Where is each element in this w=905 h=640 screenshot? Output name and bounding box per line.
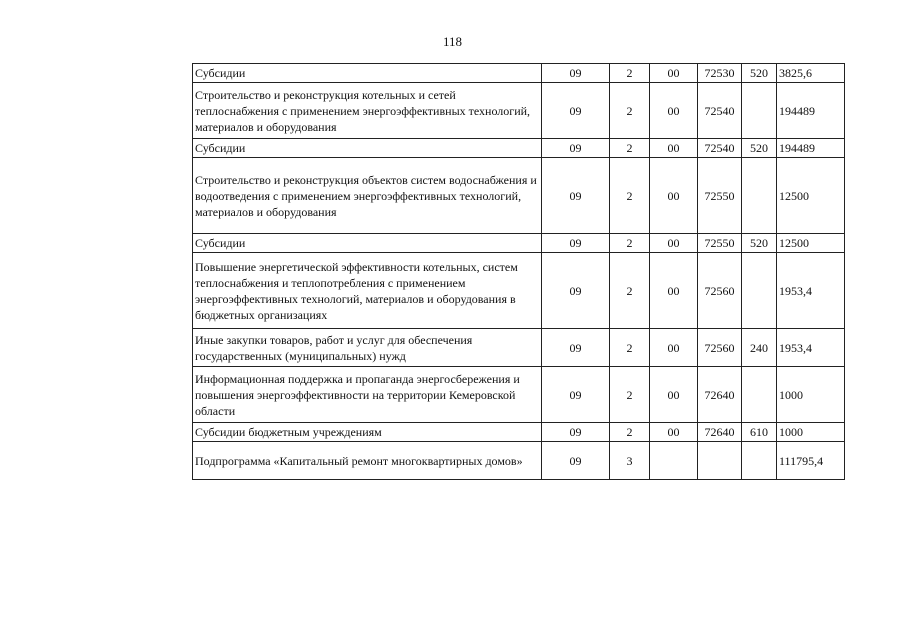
- amount-cell: 1000: [777, 423, 845, 442]
- expense-type-cell: [742, 442, 777, 480]
- expense-type-cell: [742, 367, 777, 423]
- target-code-cell: 72530: [698, 64, 742, 83]
- row-name: Субсидии бюджетным учреждениям: [193, 423, 542, 442]
- row-name: Подпрограмма «Капитальный ремонт многоквартирных домов»: [193, 442, 542, 480]
- budget-table: [192, 63, 845, 480]
- table-row: [193, 234, 845, 253]
- amount-cell: 1953,4: [777, 253, 845, 329]
- row-name: Субсидии: [193, 64, 542, 83]
- target-code-cell: 72560: [698, 329, 742, 367]
- target-code-cell: 72550: [698, 234, 742, 253]
- section-cell: 09: [542, 83, 610, 139]
- program-cell: 2: [610, 253, 650, 329]
- program-cell: 2: [610, 329, 650, 367]
- expense-type-cell: 520: [742, 234, 777, 253]
- row-name: Информационная поддержка и пропаганда энергосбережения и повышения энергоэффективности на территории Кемеровской области: [193, 367, 542, 423]
- row-name: Иные закупки товаров, работ и услуг для обеспечения государственных (муниципальных) нужд: [193, 329, 542, 367]
- target-code-cell: 72640: [698, 423, 742, 442]
- target-code-cell: [698, 442, 742, 480]
- target-code-cell: 72560: [698, 253, 742, 329]
- table-row: [193, 139, 845, 158]
- program-cell: 2: [610, 158, 650, 234]
- target-code-cell: 72540: [698, 83, 742, 139]
- subprogram-cell: 00: [650, 139, 698, 158]
- subprogram-cell: 00: [650, 234, 698, 253]
- section-cell: 09: [542, 234, 610, 253]
- subprogram-cell: 00: [650, 64, 698, 83]
- table-row: [193, 367, 845, 423]
- amount-cell: 1000: [777, 367, 845, 423]
- amount-cell: 1953,4: [777, 329, 845, 367]
- expense-type-cell: 520: [742, 64, 777, 83]
- section-cell: 09: [542, 329, 610, 367]
- section-cell: 09: [542, 139, 610, 158]
- expense-type-cell: 240: [742, 329, 777, 367]
- target-code-cell: 72540: [698, 139, 742, 158]
- amount-cell: 3825,6: [777, 64, 845, 83]
- expense-type-cell: 520: [742, 139, 777, 158]
- target-code-cell: 72550: [698, 158, 742, 234]
- row-name: Строительство и реконструкция объектов систем водоснабжения и водоотведения с применением энергоэффективных технологий, материалов и оборудования: [193, 158, 542, 234]
- expense-type-cell: [742, 253, 777, 329]
- amount-cell: 12500: [777, 158, 845, 234]
- program-cell: 2: [610, 83, 650, 139]
- amount-cell: 111795,4: [777, 442, 845, 480]
- subprogram-cell: 00: [650, 423, 698, 442]
- program-cell: 2: [610, 234, 650, 253]
- expense-type-cell: [742, 158, 777, 234]
- table-row: [193, 158, 845, 234]
- row-name: Субсидии: [193, 139, 542, 158]
- program-cell: 2: [610, 423, 650, 442]
- table-row: [193, 442, 845, 480]
- subprogram-cell: 00: [650, 329, 698, 367]
- target-code-cell: 72640: [698, 367, 742, 423]
- section-cell: 09: [542, 442, 610, 480]
- subprogram-cell: 00: [650, 253, 698, 329]
- amount-cell: 194489: [777, 83, 845, 139]
- expense-type-cell: 610: [742, 423, 777, 442]
- amount-cell: 194489: [777, 139, 845, 158]
- amount-cell: 12500: [777, 234, 845, 253]
- expense-type-cell: [742, 83, 777, 139]
- page-number: 118: [442, 34, 463, 49]
- program-cell: 2: [610, 367, 650, 423]
- table-row: [193, 64, 845, 83]
- program-cell: 2: [610, 64, 650, 83]
- table-row: [193, 329, 845, 367]
- table-row: [193, 253, 845, 329]
- table-row: [193, 83, 845, 139]
- program-cell: 2: [610, 139, 650, 158]
- row-name: Строительство и реконструкция котельных и сетей теплоснабжения с применением энергоэффективных технологий, материалов и оборудования: [193, 83, 542, 139]
- row-name: Субсидии: [193, 234, 542, 253]
- subprogram-cell: [650, 442, 698, 480]
- section-cell: 09: [542, 64, 610, 83]
- subprogram-cell: 00: [650, 367, 698, 423]
- section-cell: 09: [542, 158, 610, 234]
- table-row: [193, 423, 845, 442]
- program-cell: 3: [610, 442, 650, 480]
- section-cell: 09: [542, 367, 610, 423]
- section-cell: 09: [542, 253, 610, 329]
- section-cell: 09: [542, 423, 610, 442]
- subprogram-cell: 00: [650, 83, 698, 139]
- row-name: Повышение энергетической эффективности котельных, систем теплоснабжения и теплопотребления с применением энергоэффективных технологий, материалов и оборудования в бюджетных организациях: [193, 253, 542, 329]
- subprogram-cell: 00: [650, 158, 698, 234]
